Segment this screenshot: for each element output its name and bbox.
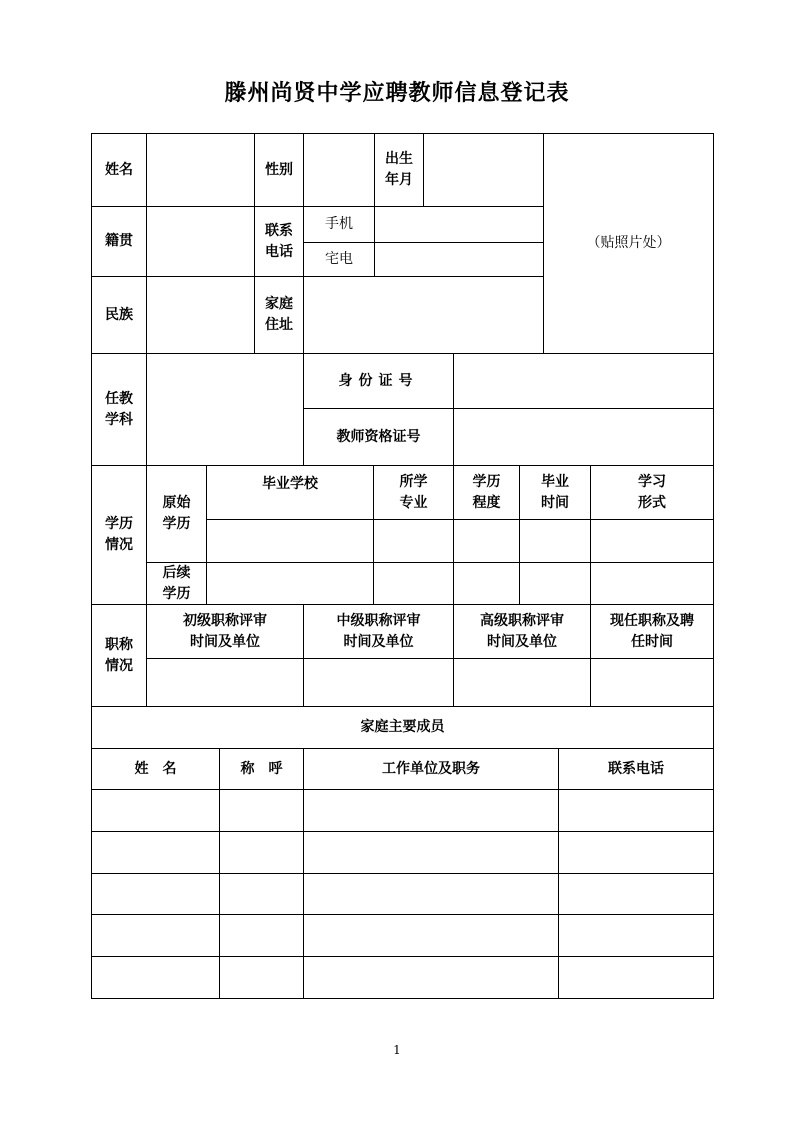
major-header: 所学 专业 (373, 465, 454, 520)
teacher-cert-label: 教师资格证号 (303, 408, 454, 466)
family-row-4-phone[interactable] (558, 914, 714, 957)
ethnicity-field[interactable] (146, 276, 255, 354)
contact-phone-label: 联系 电话 (254, 206, 304, 277)
family-row-1-name[interactable] (91, 789, 220, 832)
family-row-1-relation[interactable] (219, 789, 304, 832)
family-row-4-work[interactable] (303, 914, 559, 957)
original-mode-field[interactable] (590, 519, 714, 563)
relation-header: 称 呼 (219, 748, 304, 790)
native-place-label: 籍贯 (91, 206, 147, 277)
birth-label: 出生 年月 (374, 133, 424, 207)
title-status-label: 职称 情况 (91, 604, 147, 707)
family-phone-header: 联系电话 (558, 748, 714, 790)
grad-time-header: 毕业 时间 (519, 465, 591, 520)
junior-title-field[interactable] (146, 658, 304, 707)
original-school-field[interactable] (206, 519, 374, 563)
current-title-field[interactable] (590, 658, 714, 707)
study-mode-header: 学习 形式 (590, 465, 714, 520)
family-row-3-name[interactable] (91, 873, 220, 915)
mobile-label: 手机 (303, 206, 375, 243)
family-row-3-work[interactable] (303, 873, 559, 915)
senior-title-field[interactable] (453, 658, 591, 707)
original-edu-label: 原始 学历 (146, 465, 207, 563)
family-row-5-work[interactable] (303, 956, 559, 999)
family-row-2-phone[interactable] (558, 831, 714, 874)
middle-title-field[interactable] (303, 658, 454, 707)
name-label: 姓名 (91, 133, 147, 207)
mobile-field[interactable] (374, 206, 544, 243)
middle-title-header: 中级职称评审 时间及单位 (303, 604, 454, 659)
home-phone-field[interactable] (374, 242, 544, 277)
birth-field[interactable] (423, 133, 544, 207)
family-row-2-relation[interactable] (219, 831, 304, 874)
family-row-1-work[interactable] (303, 789, 559, 832)
family-row-1-phone[interactable] (558, 789, 714, 832)
native-place-field[interactable] (146, 206, 255, 277)
degree-level-header: 学历 程度 (453, 465, 520, 520)
school-header: 毕业学校 (206, 465, 374, 520)
page-number: 1 (393, 1043, 401, 1057)
continued-mode-field[interactable] (590, 562, 714, 605)
senior-title-header: 高级职称评审 时间及单位 (453, 604, 591, 659)
family-row-5-name[interactable] (91, 956, 220, 999)
continued-gradtime-field[interactable] (519, 562, 591, 605)
address-label: 家庭 住址 (254, 276, 304, 354)
original-gradtime-field[interactable] (519, 519, 591, 563)
continued-edu-label: 后续 学历 (146, 562, 207, 605)
family-row-5-relation[interactable] (219, 956, 304, 999)
continued-major-field[interactable] (373, 562, 454, 605)
address-field[interactable] (303, 276, 544, 354)
subject-field[interactable] (146, 353, 304, 466)
id-number-field[interactable] (453, 353, 714, 409)
teacher-cert-field[interactable] (453, 408, 714, 466)
continued-degree-field[interactable] (453, 562, 520, 605)
subject-label: 任教 学科 (91, 353, 147, 466)
education-label: 学历 情况 (91, 465, 147, 605)
junior-title-header: 初级职称评审 时间及单位 (146, 604, 304, 659)
gender-field[interactable] (303, 133, 375, 207)
family-row-3-relation[interactable] (219, 873, 304, 915)
family-row-2-work[interactable] (303, 831, 559, 874)
work-unit-header: 工作单位及职务 (303, 748, 559, 790)
family-members-header: 家庭主要成员 (91, 706, 714, 749)
id-number-label: 身份证号 (303, 353, 454, 409)
family-row-4-relation[interactable] (219, 914, 304, 957)
gender-label: 性别 (254, 133, 304, 207)
page-title: 滕州尚贤中学应聘教师信息登记表 (224, 81, 570, 106)
home-phone-label: 宅电 (303, 242, 375, 277)
current-title-header: 现任职称及聘 任时间 (590, 604, 714, 659)
ethnicity-label: 民族 (91, 276, 147, 354)
family-row-3-phone[interactable] (558, 873, 714, 915)
family-row-5-phone[interactable] (558, 956, 714, 999)
family-row-4-name[interactable] (91, 914, 220, 957)
original-major-field[interactable] (373, 519, 454, 563)
continued-school-field[interactable] (206, 562, 374, 605)
photo-placeholder: （贴照片处） (543, 133, 714, 354)
family-name-header: 姓 名 (91, 748, 220, 790)
original-degree-field[interactable] (453, 519, 520, 563)
family-row-2-name[interactable] (91, 831, 220, 874)
name-field[interactable] (146, 133, 255, 207)
